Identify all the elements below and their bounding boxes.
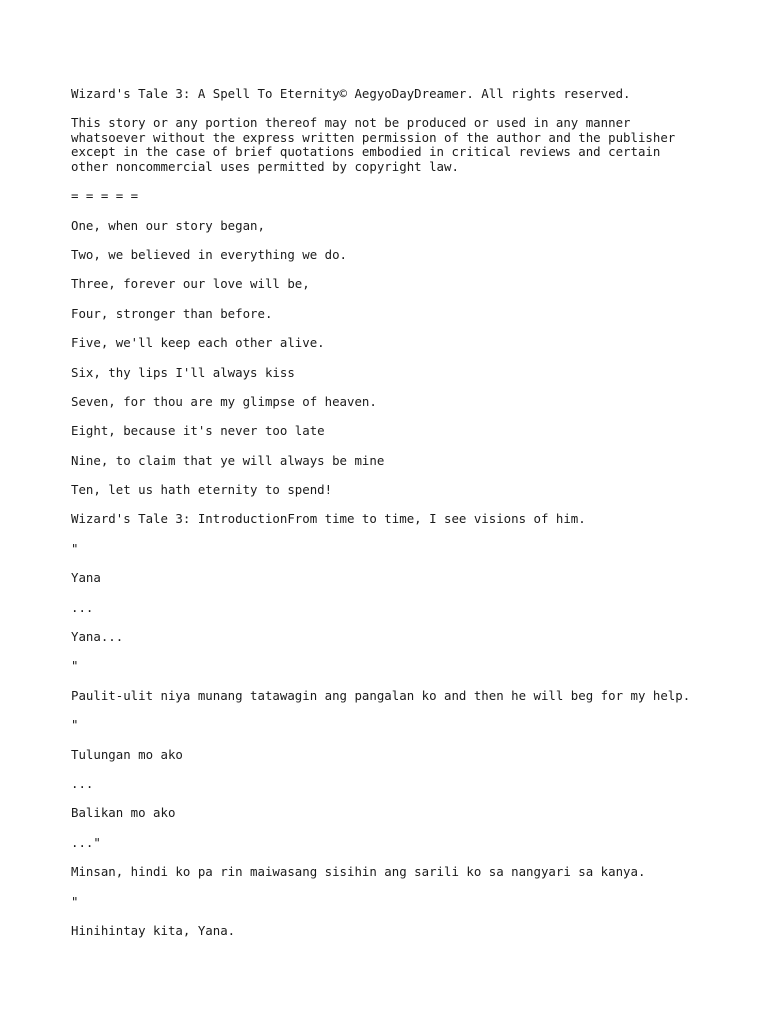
document-page	[71, 87, 721, 953]
story-paragraph: ..."	[71, 834, 101, 850]
story-paragraph: Minsan, hindi ko pa rin maiwasang sisihin ang sarili ko sa nangyari sa kanya.	[71, 864, 646, 880]
story-paragraph: Wizard's Tale 3: IntroductionFrom time to time, I see visions of him.	[71, 511, 586, 527]
poem-line: Four, stronger than before.	[71, 305, 273, 321]
rights-notice-line: except in the case of brief quotations embodied in critical reviews and certain	[71, 144, 661, 160]
story-paragraph: "	[71, 540, 79, 556]
poem-line: One, when our story began,	[71, 217, 265, 233]
story-paragraph: Balikan mo ako	[71, 805, 176, 821]
poem-line: Nine, to claim that ye will always be mine	[71, 452, 385, 468]
poem-line: Five, we'll keep each other alive.	[71, 335, 325, 351]
rights-notice-line: whatsoever without the express written permission of the author and the publisher	[71, 129, 676, 145]
story-paragraph: ...	[71, 599, 94, 615]
poem-line: Three, forever our love will be,	[71, 276, 310, 292]
story-paragraph: "	[71, 658, 79, 674]
poem-line: Seven, for thou are my glimpse of heaven.	[71, 393, 377, 409]
rights-notice-line: other noncommercial uses permitted by copyright law.	[71, 158, 459, 174]
story-paragraph: Yana...	[71, 629, 124, 645]
story-paragraph: "	[71, 717, 79, 733]
story-paragraph: Paulit-ulit niya munang tatawagin ang pangalan ko and then he will beg for my help.	[71, 687, 691, 703]
poem-line: Eight, because it's never too late	[71, 423, 325, 439]
poem-line: Two, we believed in everything we do.	[71, 246, 348, 262]
poem-line: Six, thy lips I'll always kiss	[71, 364, 295, 380]
story-paragraph: "	[71, 893, 79, 909]
rights-notice-line: This story or any portion thereof may not be produced or used in any manner	[71, 115, 631, 131]
story-paragraph: Hinihintay kita, Yana.	[71, 922, 236, 938]
section-separator: = = = = =	[71, 188, 139, 204]
copyright-line: Wizard's Tale 3: A Spell To Eternity© AegyoDayDreamer. All rights reserved.	[71, 86, 631, 101]
poem-line: Ten, let us hath eternity to spend!	[71, 482, 333, 498]
story-paragraph: ...	[71, 775, 94, 791]
story-paragraph: Tulungan mo ako	[71, 746, 183, 762]
story-paragraph: Yana	[71, 570, 101, 586]
rights-notice	[71, 116, 721, 174]
